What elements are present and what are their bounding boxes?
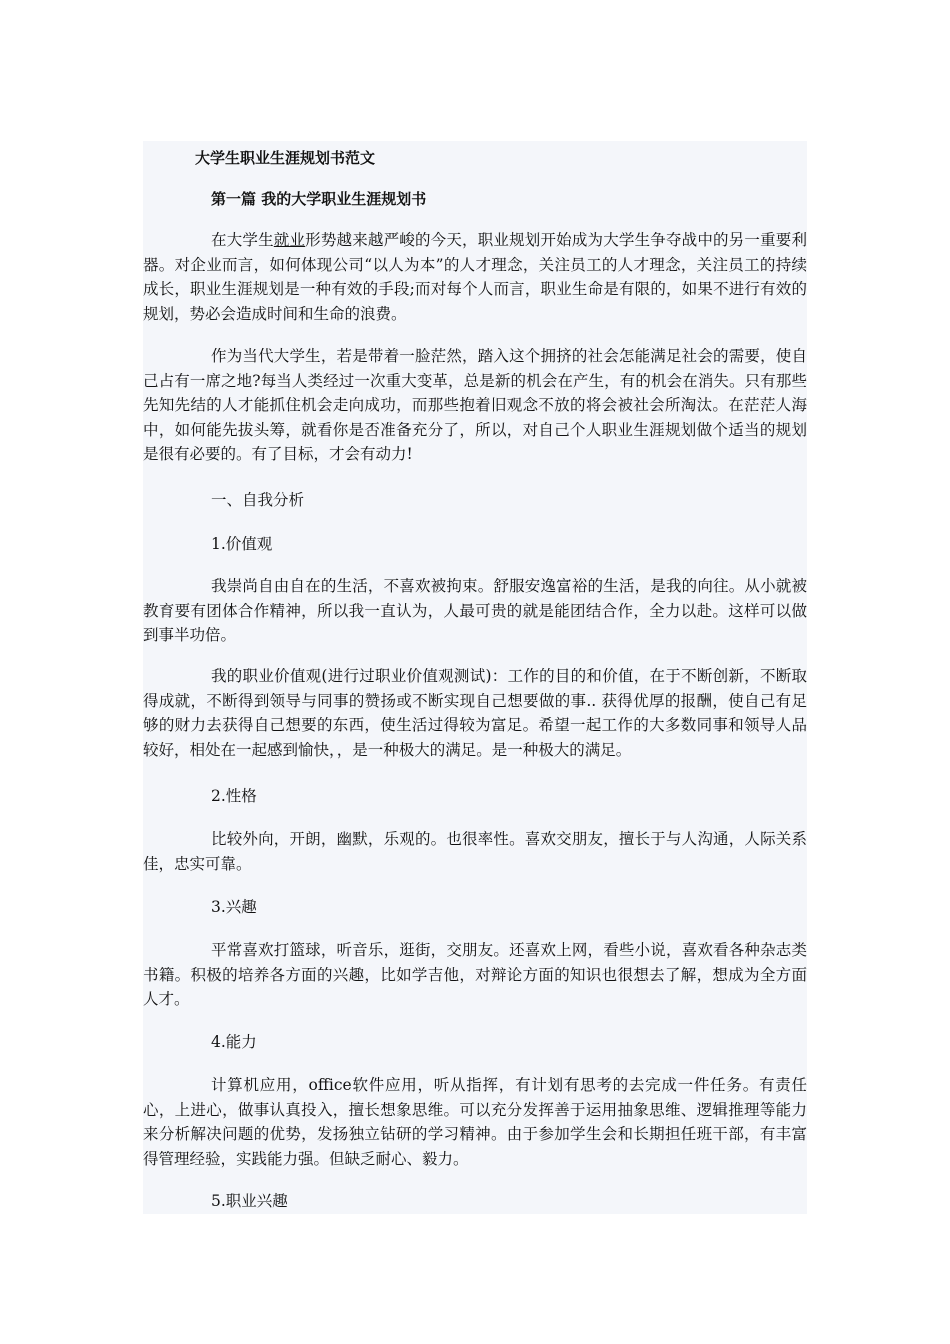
paragraph-intro-before: 在大学生 [211,231,274,249]
paragraph-values-2: 我的职业价值观(进行过职业价值观测试)：工作的目的和价值，在于不断创新，不断取得成就，不断得到领导与同事的赞扬或不断实现自己想要做的事.. 获得优厚的报酬，使自己有足够的财力去获得自己想要的东西，使生活过得较为富足。希望一起工作的大多数同事和领导人品较好，相处在一起感到愉快，，是一种极大的满足。是一种极大的满足。 [143,667,807,759]
heading-ability: 4.能力 [211,1033,257,1051]
paragraph-intro-after: 形势越来越严峻的今天，职业规划开始成为大学生争夺战中的另一重要利器。对企业而言，如何体现公司“以人为本”的人才理念，关注员工的人才理念，关注员工的持续成长，职业生涯规划是一种有效的手段;而对每个人而言，职业生命是有限的，如果不进行有效的规划，势必会造成时间和生命的浪费。 [143,231,807,323]
section-heading-self-analysis: 一、自我分析 [211,491,305,509]
document-title: 大学生职业生涯规划书范文 [195,149,376,167]
paragraph-values-1: 我崇尚自由自在的生活，不喜欢被拘束。舒服安逸富裕的生活，是我的向往。从小就被教育要有团体合作精神，所以我一直认为，人最可贵的就是能团结合作，全力以赴。这样可以做到事半功倍。 [143,577,807,644]
paragraph-interest: 平常喜欢打篮球，听音乐，逛街，交朋友。还喜欢上网，看些小说，喜欢看各种杂志类书籍。积极的培养各方面的兴趣，比如学吉他，对辩论方面的知识也很想去了解，想成为全方面人才。 [143,941,807,1008]
paragraph-intro [143,228,807,326]
paragraph-ability: 计算机应用，office软件应用，听从指挥，有计划有思考的去完成一件任务。有责任心，上进心，做事认真投入，擅长想象思维。可以充分发挥善于运用抽象思维、逻辑推理等能力来分析解决问题的优势，发扬独立钻研的学习精神。由于参加学生会和长期担任班干部，有丰富得管理经验，实践能力强。但缺乏耐心、毅力。 [143,1076,807,1168]
chapter-title: 第一篇 我的大学职业生涯规划书 [211,190,427,208]
heading-personality: 2.性格 [211,787,257,805]
heading-career-interest: 5.职业兴趣 [211,1192,288,1210]
heading-interest: 3.兴趣 [211,898,257,916]
document-body [143,141,807,1214]
paragraph-personality: 比较外向，开朗，幽默，乐观的。也很率性。喜欢交朋友，擅长于与人沟通，人际关系佳，忠实可靠。 [143,830,807,873]
heading-values: 1.价值观 [211,535,273,553]
paragraph-context: 作为当代大学生，若是带着一脸茫然，踏入这个拥挤的社会怎能满足社会的需要，使自己占有一席之地?每当人类经过一次重大变革，总是新的机会在产生，有的机会在消失。只有那些先知先结的人才能抓住机会走向成功，而那些抱着旧观念不放的将会被社会所淘汰。在茫茫人海中，如何能先拔头筹，就看你是否准备充分了，所以，对自己个人职业生涯规划做个适当的规划是很有必要的。有了目标，才会有动力! [143,347,807,463]
employment-link[interactable]: 就业 [273,231,306,249]
